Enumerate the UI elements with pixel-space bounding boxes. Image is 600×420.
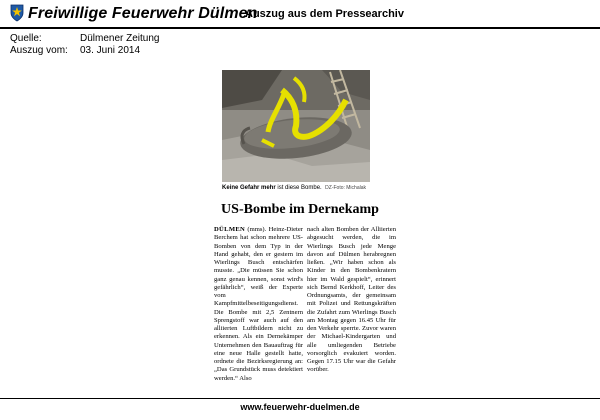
article-column-1 (214, 226, 303, 383)
fire-department-crest-icon (10, 4, 24, 22)
article-column-2 (307, 226, 396, 375)
source-label: Quelle: (10, 33, 42, 44)
photo-credit: DZ-Foto: Michalak (325, 185, 366, 191)
column-1-text: (mms). Heinz-Dieter Berchem hat schon mehrere US-Bomben von dem Typ in der Hand gehabt, den er gestern im Wierlings Busch entschärfen musste. „Die müssen Sie schon ganz genau kennen, sonst wird's gefährlich“, weiß der Experte vom Kampfmittelbeseitigungsdienst. Die Bombe mit 2,5 Zentnern Sprengstoff war auch auf den alliierten Luftbildern nicht zu erkennen. Als ein Dernekämper Unternehmen den Bauauftrag für eine neue Halle gestellt hatte, ordnete die Bezirksregierung an: „Das Grundstück muss detektiert werden.“ Also (214, 226, 303, 382)
caption-bold: Keine Gefahr mehr (222, 185, 276, 191)
column-2-text: nach alten Bomben der Alliierten abgesucht werden, die im Wierlings Busch jede Menge davon auf Dülmen herabregnen ließen. „Wir haben schon als Kinder in den Bombenkratern hier im Wald gespielt“, erinnert sich Bernd Kerkhoff, Leiter des Ordnungsamts, der gemeinsam mit Polizei und Rettungskräften die Zufahrt zum Wierlings Busch am Montag gegen 16.45 Uhr für den Verkehr sperrte. Zuvor waren der Michael-Kindergarten und alle umliegenden Betriebe vorsorglich evakuiert worden. Gegen 17.15 Uhr war die Gefahr vorüber. (307, 226, 396, 374)
source-value: Dülmener Zeitung (80, 33, 160, 44)
article-dateline: DÜLMEN (214, 226, 246, 233)
date-label: Auszug vom: (10, 45, 68, 56)
archive-label: Auszug aus dem Pressearchiv (245, 8, 404, 20)
date-row (10, 45, 140, 56)
header-divider (0, 27, 600, 29)
organization-name: Freiwillige Feuerwehr Dülmen (28, 5, 258, 22)
page-header (0, 0, 600, 28)
source-row (10, 33, 159, 44)
article-headline: US-Bombe im Dernekamp (221, 202, 379, 217)
website-url[interactable]: www.feuerwehr-duelmen.de (240, 402, 360, 412)
bomb-photo (222, 70, 370, 182)
date-value: 03. Juni 2014 (80, 45, 141, 56)
photo-caption (222, 185, 370, 191)
footer-divider (0, 398, 600, 399)
caption-rest: ist diese Bombe. (275, 185, 322, 191)
